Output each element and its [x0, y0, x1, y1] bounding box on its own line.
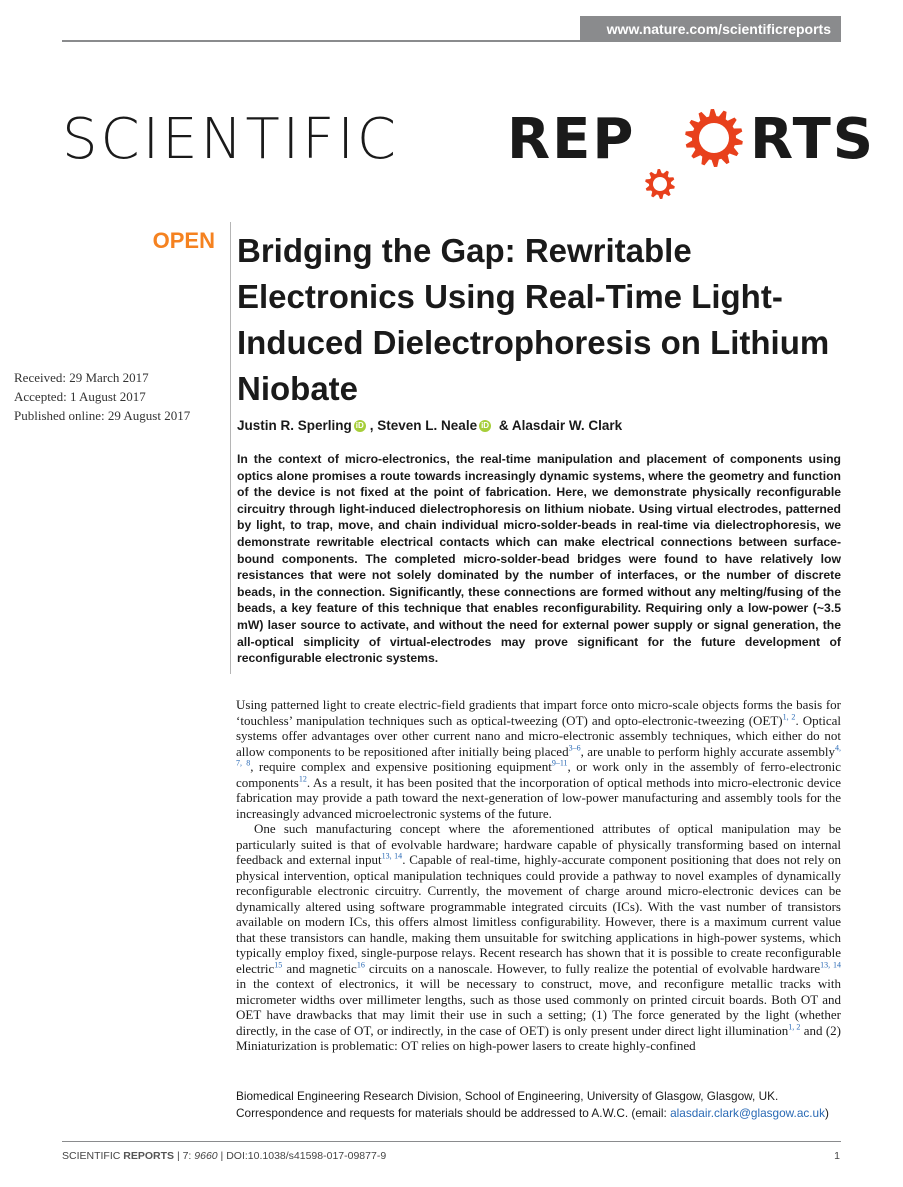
article-dates: [14, 368, 214, 425]
affiliation: [236, 1088, 841, 1122]
footer-citation: [62, 1150, 841, 1162]
body-text-run: in the context of electronics, it will be necessary to construct, move, and reconfigure metallic tracks with micrometer widths over millimeter lengths, such as those used commonly on printed circuit boards. Both OT and OET have drawbacks that may limit their use in such a setting; (1) The force generated by the light (whether directly, in the case of OT, or indirectly, in the case of OET) is only present under direct light illumination: [236, 976, 841, 1038]
body-text-run: One such manufacturing concept where the aforementioned attributes of optical manipulation may be particularly suited is that of evolvable hardware; hardware capable of physically transforming based on internal feedback and external input: [236, 821, 841, 867]
author-list: [237, 418, 837, 433]
citation-link[interactable]: 15: [274, 960, 283, 970]
author-name[interactable]: Justin R. Sperling: [237, 418, 352, 433]
body-text-run: . Optical systems offer advantages over other current nano and micro-electronic assembly techniques, which either do not allow components to be repositioned after initially being placed: [236, 712, 842, 759]
correspondence-suffix: ): [825, 1106, 829, 1120]
journal-logo-graphic: [62, 100, 876, 190]
email-link[interactable]: alasdair.clark@glasgow.ac.uk: [670, 1106, 826, 1120]
body-text-run: Using patterned light to create electric-field gradients that impart force onto micro-scale objects forms the basis for ‘touchless’ manipulation techniques such as optical-tweezing (OT) and opto-electronic-tweezing (OET): [236, 697, 841, 728]
published-date: Published online: 29 August 2017: [14, 408, 191, 423]
small-gear-icon: [645, 169, 675, 199]
body-text-run: , are unable to perform highly accurate assembly: [580, 743, 835, 759]
citation-link[interactable]: 9–11: [551, 758, 568, 768]
body-text-run: , require complex and expensive positioning equipment: [250, 759, 552, 774]
footer-volume: | 7:: [174, 1150, 195, 1162]
body-text-run: . Capable of real-time, highly-accurate component positioning that does not rely on physical intervention, optical manipulation techniques could provide a pathway to novel examples of dynamically reconfigurable electronic circuitry. Currently, the movement of charge around micro-electronic devices can be dynamically altered using software programmable integrated circuits (ICs). With the vast number of transistors available on modern ICs, this offers almost limitless configurability. However, there is a maximum current value that these transistors can handle, making them unsuitable for switching applications in high-power systems, which typically employ fixed, single-purpose relays. Recent research has shown that it is possible to create reconfigurable electric: [236, 852, 841, 976]
journal-url[interactable]: www.nature.com/scientificreports: [580, 16, 841, 42]
footer-doi[interactable]: | DOI:10.1038/s41598-017-09877-9: [217, 1150, 387, 1162]
body-text-run: and magnetic: [282, 960, 357, 976]
logo-text-bold-2: RTS: [750, 107, 876, 172]
footer-journal-light: SCIENTIFIC: [62, 1150, 124, 1162]
citation-link[interactable]: 3–6: [568, 743, 581, 753]
page-number: 1: [834, 1150, 840, 1162]
author-name[interactable]: Alasdair W. Clark: [511, 418, 623, 433]
logo-text-light: SCIENTIFIC: [62, 107, 399, 172]
gear-hole: [653, 177, 667, 191]
citation-link[interactable]: 1, 2: [782, 712, 796, 722]
correspondence-prefix: Correspondence and requests for materials should be addressed to A.W.C. (email:: [236, 1106, 671, 1120]
journal-logo: [62, 100, 876, 190]
received-date: Received: 29 March 2017: [14, 370, 149, 385]
abstract: In the context of micro-electronics, the real-time manipulation and placement of components using optics alone promises a route towards increasingly dynamic systems, where the geometry and function of the device is not fixed at the point of fabrication. Here, we demonstrate physically reconfigurable circuitry through light-induced dielectrophoresis on lithium niobate. Using virtual electrodes, patterned by light, to trap, move, and chain individual micro-solder-beads in real-time via dielectrophoresis, we demonstrate rewritable electrical contacts which can make electrical connections between surface-bound components. The completed micro-solder-bead bridges were found to have relatively low resistances that were not solely dominated by the number of interfaces, or the number of discrete beads, in the connection. Significantly, these connections are formed without any melting/fusing of the beads, a key feature of this technique that enables reconfigurability. Requiring only a low-power (~3.5 mW) laser source to activate, and without the need for external power supply or signal generation, the all-optical simplicity of virtual-electrodes may prove significant for the future development of reconfigurable electronic systems.: [237, 452, 841, 666]
author-separator: ,: [369, 418, 378, 433]
correspondence-line: [236, 1105, 841, 1122]
citation-link[interactable]: 1, 2: [788, 1022, 801, 1032]
accepted-date: Accepted: 1 August 2017: [14, 389, 146, 404]
gear-o-icon: [685, 109, 743, 167]
body-text: [236, 697, 841, 1054]
body-text-run: circuits on a nanoscale. However, to fully realize the potential of evolvable hardware: [364, 960, 821, 976]
body-paragraph: [236, 821, 841, 1054]
body-text-run: and (2) Miniaturization is problematic: OT relies on high-power lasers to create highly-confined: [236, 1022, 841, 1053]
citation-link[interactable]: 13, 14: [381, 851, 403, 861]
footer-article-number: 9660: [194, 1150, 218, 1162]
header-rule: [62, 40, 841, 42]
body-text-run: . As a result, it has been posited that the incorporation of optical methods into micro-electronic device fabrication may provide a path toward the next-generation of low-power manufacturing and assembly tools for the increasingly advanced microelectronic systems of the future.: [236, 774, 841, 821]
article-title: Bridging the Gap: Rewritable Electronics Using Real-Time Light-Induced Dielectrophoresis on Lithium Niobate: [237, 232, 830, 407]
citation-link[interactable]: 16: [356, 960, 365, 970]
footer-journal-bold: REPORTS: [123, 1150, 175, 1162]
body-text-run: , or work only in the assembly of ferro-electronic components: [236, 759, 841, 790]
citation-link[interactable]: 12: [298, 774, 307, 784]
author-name[interactable]: Steven L. Neale: [377, 418, 478, 433]
open-access-label: OPEN: [152, 228, 215, 253]
gear-hole: [699, 123, 729, 153]
affiliation-line: Biomedical Engineering Research Division, School of Engineering, University of Glasgow, Glasgow, UK.: [236, 1089, 779, 1103]
orcid-icon[interactable]: iD: [355, 421, 364, 431]
logo-text-bold-1: REP: [507, 107, 636, 172]
citation-link[interactable]: 4, 7, 8: [236, 743, 841, 768]
footer-rule: [62, 1141, 841, 1142]
orcid-icon[interactable]: iD: [481, 421, 490, 431]
title-divider: [230, 222, 231, 674]
body-paragraph: [236, 697, 841, 821]
citation-link[interactable]: 13, 14: [820, 960, 842, 970]
author-separator: &: [495, 418, 512, 433]
